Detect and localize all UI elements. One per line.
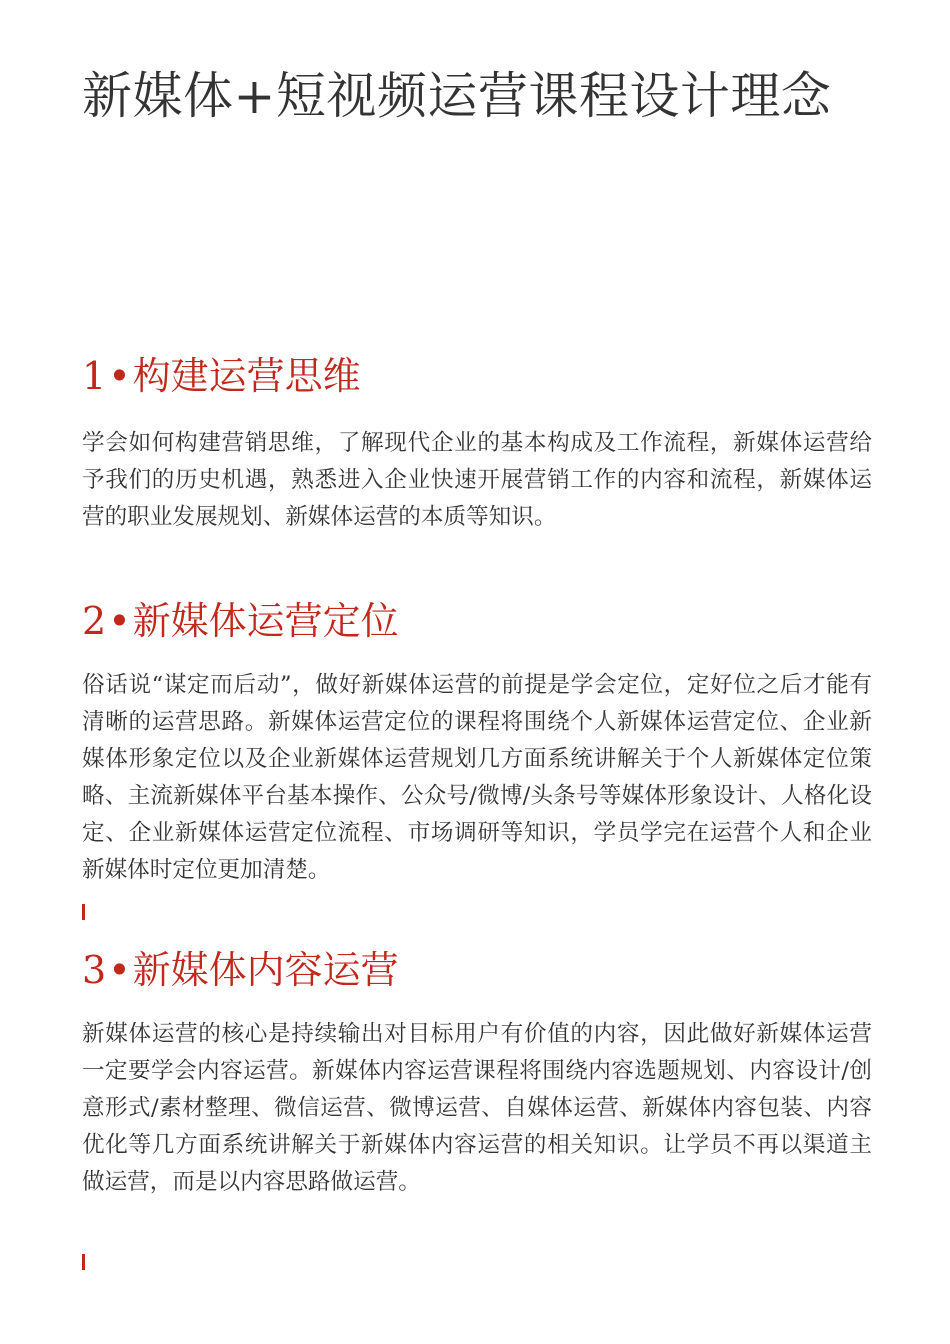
section-heading-1 xyxy=(82,352,361,400)
section-body-1: 学会如何构建营销思维，了解现代企业的基本构成及工作流程，新媒体运营给予我们的历史机遇，熟悉进入企业快速开展营销工作的内容和流程，新媒体运营的职业发展规划、新媒体运营的本质等知识。 xyxy=(82,430,872,530)
bullet-separator: • xyxy=(108,948,131,992)
section-body-3: 新媒体运营的核心是持续输出对目标用户有价值的内容，因此做好新媒体运营一定要学会内容运营。新媒体内容运营课程将围绕内容选题规划、内容设计/创意形式/素材整理、微信运营、微博运营、自媒体运营、新媒体内容包装、内容优化等几方面系统讲解关于新媒体内容运营的相关知识。让学员不再以渠道主做运营，而是以内容思路做运营。 xyxy=(82,1021,872,1195)
section-number: 3 xyxy=(82,948,107,992)
section-number: 2 xyxy=(82,599,107,643)
section-heading-3 xyxy=(82,946,399,994)
section-heading-2 xyxy=(82,597,399,645)
section-title: 新媒体内容运营 xyxy=(132,948,399,992)
bullet-separator: • xyxy=(108,599,131,643)
section-title: 构建运营思维 xyxy=(132,354,361,398)
section-number: 1 xyxy=(82,354,107,398)
page-title: 新媒体+短视频运营课程设计理念 xyxy=(82,67,832,125)
section-title: 新媒体运营定位 xyxy=(132,599,399,643)
section-body-2: 俗话说“谋定而后动”，做好新媒体运营的前提是学会定位，定好位之后才能有清晰的运营思路。新媒体运营定位的课程将围绕个人新媒体运营定位、企业新媒体形象定位以及企业新媒体运营规划几方面系统讲解关于个人新媒体定位策略、主流新媒体平台基本操作、公众号/微博/头条号等媒体形象设计、人格化设定、企业新媒体运营定位流程、市场调研等知识，学员学完在运营个人和企业新媒体时定位更加清楚。 xyxy=(82,672,872,883)
bullet-separator: • xyxy=(108,354,131,398)
section-divider-marker xyxy=(82,1254,85,1270)
section-divider-marker xyxy=(82,904,85,920)
